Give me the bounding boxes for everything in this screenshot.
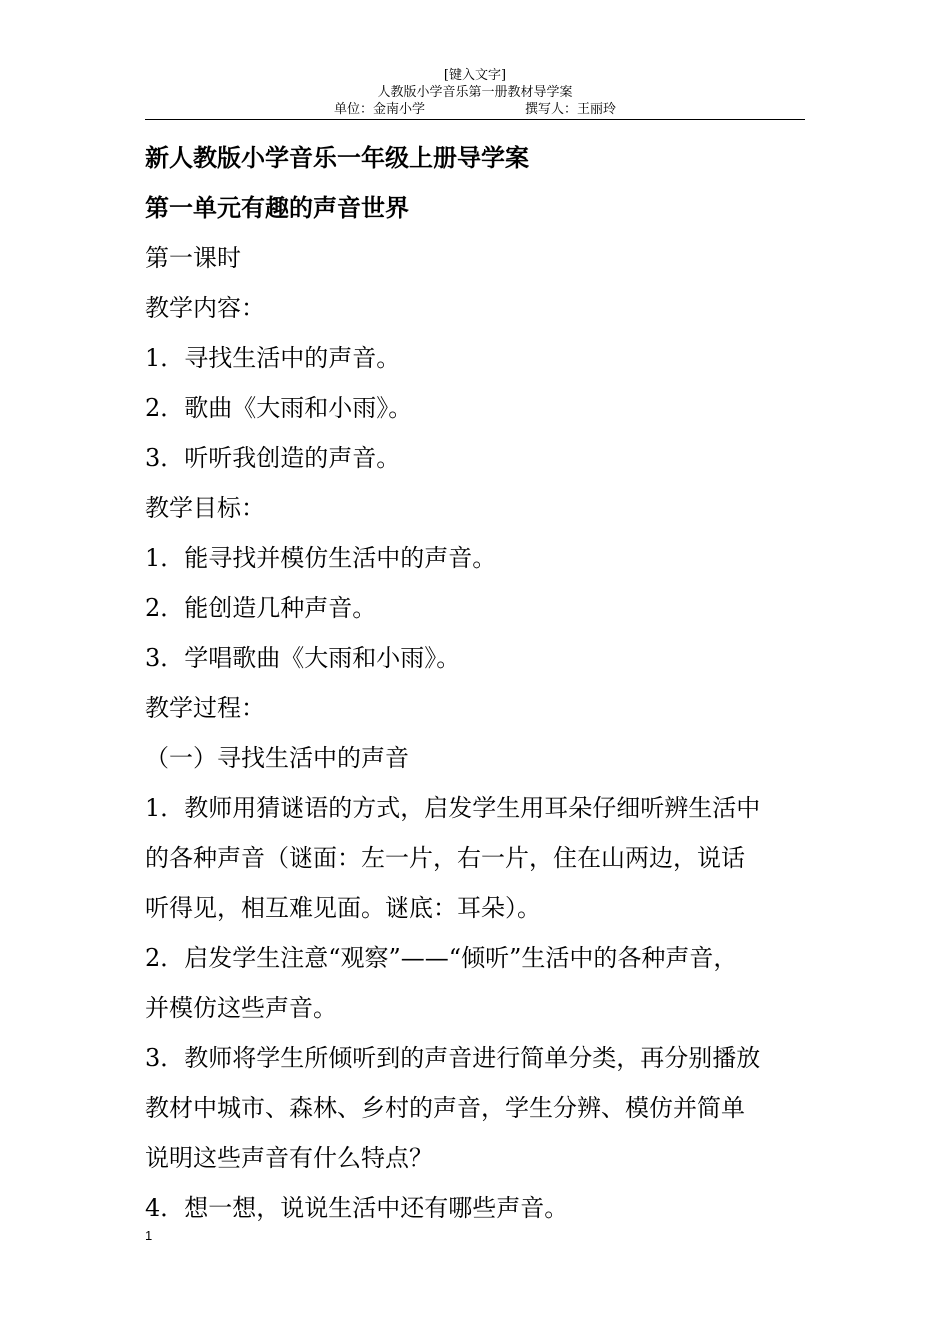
header-author: 撰写人：王丽玲 xyxy=(525,102,617,117)
paragraph-line: 2．启发学生注意“观察”——“倾听”生活中的各种声音， xyxy=(145,944,738,972)
document-title: 新人教版小学音乐一年级上册导学案 xyxy=(145,143,529,172)
paragraph-line: 3．学唱歌曲《大雨和小雨》。 xyxy=(145,644,461,672)
paragraph-line: 教材中城市、森林、乡村的声音，学生分辨、模仿并简单 xyxy=(145,1094,745,1122)
paragraph-line: 听得见，相互难见面。谜底：耳朵）。 xyxy=(145,894,541,922)
paragraph-line: 2．歌曲《大雨和小雨》。 xyxy=(145,394,413,422)
header-placeholder-text: [键入文字] xyxy=(443,68,507,83)
paragraph-line: 1．教师用猜谜语的方式，启发学生用耳朵仔细听辨生活中 xyxy=(145,794,761,822)
paragraph-line: 的各种声音（谜面：左一片，右一片，住在山两边，说话 xyxy=(145,844,745,872)
paragraph-line: 3．教师将学生所倾听到的声音进行简单分类，再分别播放 xyxy=(145,1044,761,1072)
header-title: 人教版小学音乐第一册教材导学案 xyxy=(377,85,573,100)
unit-title: 第一单元有趣的声音世界 xyxy=(145,193,409,222)
header-divider xyxy=(145,119,805,120)
page-number: 1 xyxy=(145,1228,153,1243)
paragraph-line: 4．想一想，说说生活中还有哪些声音。 xyxy=(145,1194,569,1222)
paragraph-line: 1．寻找生活中的声音。 xyxy=(145,344,401,372)
page-header xyxy=(145,67,805,118)
paragraph-line: 第一课时 xyxy=(145,244,241,272)
paragraph-line: 1．能寻找并模仿生活中的声音。 xyxy=(145,544,497,572)
document-body xyxy=(145,133,810,1233)
paragraph-line: 3．听听我创造的声音。 xyxy=(145,444,401,472)
paragraph-line: 2．能创造几种声音。 xyxy=(145,594,377,622)
header-info-line xyxy=(145,101,805,118)
paragraph-line: 说明这些声音有什么特点？ xyxy=(145,1144,433,1172)
paragraph-line: 教学过程： xyxy=(145,694,265,722)
paragraph-line: （一）寻找生活中的声音 xyxy=(145,744,409,772)
paragraph-line: 教学内容： xyxy=(145,294,265,322)
paragraph-line: 并模仿这些声音。 xyxy=(145,994,337,1022)
paragraph-line: 教学目标： xyxy=(145,494,265,522)
header-unit: 单位：金南小学 xyxy=(334,102,426,117)
